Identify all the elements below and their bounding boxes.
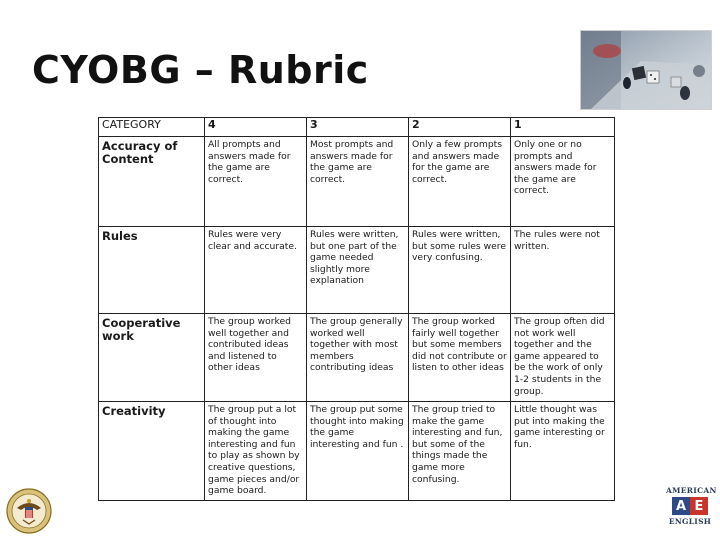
logo-text-top: AMERICAN [666, 486, 717, 495]
table-row [99, 402, 615, 501]
rubric-table [98, 117, 615, 501]
row-category-label: Cooperative work [99, 314, 205, 402]
table-cell: Only one or no prompts and answers made for the game are correct. [511, 137, 615, 227]
table-cell: Rules were very clear and accurate. [205, 227, 307, 314]
table-cell: All prompts and answers made for the game are correct. [205, 137, 307, 227]
table-cell: Rules were written, but some rules were very confusing. [409, 227, 511, 314]
logo-box-e: E [690, 497, 708, 515]
header-score-1: 1 [511, 118, 615, 137]
header-score-3: 3 [307, 118, 409, 137]
table-cell: Most prompts and answers made for the game are correct. [307, 137, 409, 227]
table-cell: The group worked well together and contributed ideas and listened to other ideas [205, 314, 307, 402]
header-score-4: 4 [205, 118, 307, 137]
table-row [99, 227, 615, 314]
board-game-photo [580, 30, 712, 110]
table-cell: The group put a lot of thought into making the game interesting and fun to play as shown by creative questions, game pieces and/or game board. [205, 402, 307, 501]
table-cell: Rules were written, but one part of the game needed slightly more explanation [307, 227, 409, 314]
table-cell: The group often did not work well together and the game appeared to be the work of only 1-2 students in the group. [511, 314, 615, 402]
table-cell: Only a few prompts and answers made for the game are correct. [409, 137, 511, 227]
logo-box-a: A [672, 497, 690, 515]
rubric-table-wrap [98, 117, 614, 501]
table-row [99, 137, 615, 227]
rubric-header-row [99, 118, 615, 137]
table-row [99, 314, 615, 402]
table-cell: The group put some thought into making the game interesting and fun . [307, 402, 409, 501]
slide-title: CYOBG – Rubric [32, 48, 369, 92]
table-cell: The group generally worked well together with most members contributing ideas [307, 314, 409, 402]
table-cell: The rules were not written. [511, 227, 615, 314]
table-cell: The group worked fairly well together but some members did not contribute or listen to other ideas [409, 314, 511, 402]
table-cell: The group tried to make the game interesting and fun, but some of the things made the game more confusing. [409, 402, 511, 501]
american-english-logo [666, 486, 717, 536]
logo-text-bottom: ENGLISH [668, 517, 712, 526]
state-department-seal-icon [6, 488, 52, 534]
row-category-label: Accuracy of Content [99, 137, 205, 227]
table-cell: Little thought was put into making the game interesting or fun. [511, 402, 615, 501]
header-score-2: 2 [409, 118, 511, 137]
row-category-label: Creativity [99, 402, 205, 501]
row-category-label: Rules [99, 227, 205, 314]
header-category: CATEGORY [99, 118, 205, 137]
